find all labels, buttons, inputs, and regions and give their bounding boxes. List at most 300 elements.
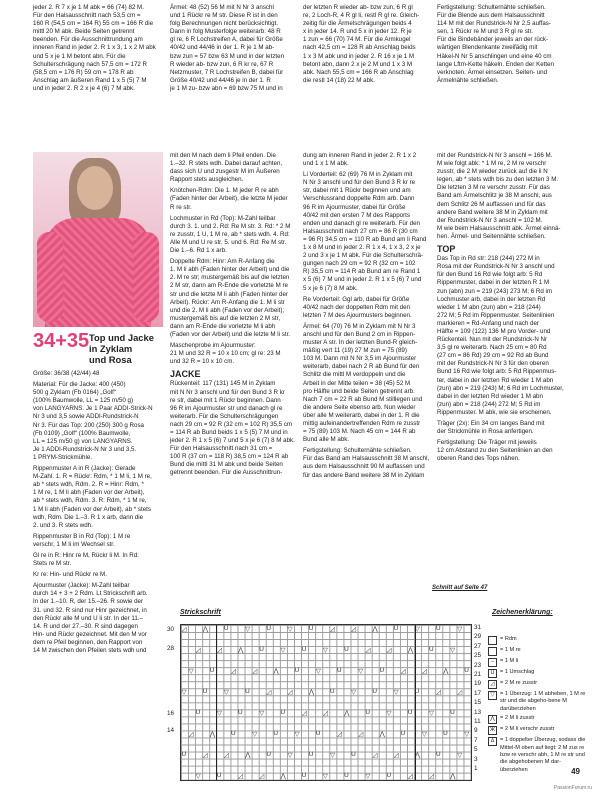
col3-lower-line: aus dem Halsausschnitt 90 M auffassen und (303, 463, 425, 471)
chart-symbol-icon: ▽ (450, 646, 456, 654)
col2-jacke-line: = 114 R ab Bund beids 1 x 5 (5) 7 M und in (170, 429, 288, 436)
row-label-right: 9 (474, 727, 478, 735)
col2-jacke-line: Für den Halsausschnitt nach 31 cm = (170, 445, 273, 453)
chart-symbol-icon: U (230, 730, 236, 738)
chart-symbol-icon: ⋀ (238, 646, 244, 654)
legend-title: Zeichenerklärung: (492, 609, 553, 616)
legend-item (488, 715, 588, 724)
top-heading: TOP (437, 244, 456, 255)
chart-symbol-icon: U (414, 687, 420, 695)
chart-symbol-icon: U (223, 624, 229, 632)
legend-text: = 2 M li verschr zusstr (500, 726, 555, 733)
col1-lower-line: 14. R und der 27.–30. R sind dagegen (33, 622, 138, 630)
row-label-right: 13 (474, 708, 482, 716)
col2-lower-line: Alle M und U re str. 5. und 6. Rd: Re M str. (170, 238, 287, 246)
col1-lower-line: Kr re: Hin- und Rückr re M. (33, 571, 107, 579)
legend-symbol-icon (488, 636, 497, 645)
pattern-reference: Schnitt auf Seite 47 (432, 585, 488, 591)
col1-top-line: Schulterschrägung nach 57,5 cm = 172 R (33, 60, 148, 68)
chart-symbol-icon: ⋀ (372, 625, 378, 633)
legend-item (488, 658, 588, 667)
chart-symbol-icon: ◿ (188, 731, 194, 739)
chart-symbol-icon: ⋀ (443, 667, 449, 675)
col4-lower-line: Band am Ärmelschlitz je 38 M anschl, aus (437, 192, 552, 200)
chart-symbol-icon: ◿ (266, 688, 272, 696)
col1-top-line: 160 R (54,5 cm = 164 R) 55 cm = 166 R die (33, 20, 154, 28)
col4-lower-line: Die letzten 3 M re verschr zusstr. Für das (437, 184, 550, 192)
col1-lower-line: wdh, Rdm. Die 1.–3. R 1 x arb, dann die (33, 513, 144, 521)
col1-top-line: beenden. Für die Ausschnittrundung am (33, 36, 143, 44)
chart-symbol-icon: ▽ (287, 625, 293, 633)
col4-lower-line: der Rundstrick-N Nr 3 anschl = 102 M. (437, 216, 543, 224)
legend-item (488, 680, 588, 689)
chart-symbol-icon: U (351, 751, 356, 759)
col4-top-section-line: Lochmuster arb, dabei in der letzten Rd (437, 295, 546, 303)
row-label-right: 1 (474, 765, 478, 772)
col4-top-section-line: markieren = Rd-Anfang und nach der (437, 319, 539, 327)
col2-jacke-line: nach 29 cm = 92 R (32 cm = 102 R) 35,5 cm (170, 420, 293, 428)
col3-lower-line: str, dabei mit 1 Rückr beginnen und am (303, 187, 411, 195)
chart-symbol-icon: ◿ (400, 667, 406, 675)
col2-top-line: folg Berechnungen nicht berücksichtigt. (170, 20, 279, 28)
legend-symbol-icon: ⋀ (488, 715, 497, 724)
jacke-heading: JACKE (170, 369, 201, 380)
chart-symbol-icon: ▽ (464, 731, 470, 739)
legend (488, 636, 588, 776)
col4-lower-line: dem Schlitz 26 M auffassen und für das (437, 200, 546, 208)
col3-lower-line: Nach 7 cm = 22 R ab Bund M stilllegen und (303, 395, 423, 403)
chart-symbol-icon: ◿ (436, 688, 441, 696)
chart-symbol-icon: ▽ (216, 709, 222, 717)
row-label-right: 19 (474, 680, 482, 688)
col1-lower-line: Je 1 ADDI-Rundstrick-N Nr 3 und 3,5. (33, 445, 137, 453)
legend-symbol-icon: – (488, 658, 497, 667)
project-number: 34+35 (33, 330, 90, 352)
col2-lower-line: Knötchen-Rdm: Die 1. M jeder R re abh (170, 187, 279, 195)
legend-symbol-icon: ∆ (488, 737, 497, 746)
chart-symbol-icon: U (259, 645, 264, 653)
col1-lower-line: von LANGYARNS. Je 1 Paar ADDI-Strick-N (33, 405, 153, 413)
col1-lower-line: Gl re in R: Hinr re M, Rückr li M. In Rd: (33, 551, 139, 559)
chart-symbol-icon: U (266, 624, 271, 632)
col4-lower-line: legen, ab * stets wdh bis zu den letzten 3 M. (437, 176, 559, 184)
chart-symbol-icon: ⋀ (308, 688, 314, 696)
col4-lower-line: andere Band weitere 38 M in Zyklam mit (437, 208, 548, 216)
col1-lower-line: Größe: 36/38 (42/44) 48 (33, 370, 100, 377)
col3-lower-line: Halsausschnitt nach 27 cm = 86 R (30 cm (303, 227, 418, 235)
col1-lower-line: In der 1.–10. R, der 15.–26. R sowie der (33, 598, 144, 606)
legend-item (488, 669, 588, 678)
chart-symbol-icon: U (372, 687, 377, 695)
chart-symbol-icon: ⋀ (407, 646, 413, 654)
row-label-right: 31 (474, 624, 482, 631)
chart-title: Strickschrift (180, 609, 221, 616)
chart-symbol-icon: ◿ (230, 667, 236, 675)
col4-top-section-line: ter, dabei in der letzten Rd wieder 1 M abn (437, 376, 554, 384)
chart-symbol-icon: ⋀ (280, 773, 286, 781)
chart-symbol-icon: ⋀ (450, 773, 456, 781)
col2-lower-line: und 32 R = 10 x 10 cm. (170, 358, 235, 366)
chart-symbol-icon: U (337, 666, 342, 674)
legend-item (488, 647, 588, 656)
col2-top-text (170, 4, 298, 93)
col4-top-section-line: oberen Rand des Tops nähen. (437, 455, 520, 463)
knitting-chart-grid (180, 624, 472, 781)
chart-symbol-icon: U (436, 751, 441, 759)
col4-top-line: Fertigstellung: Schulternähte schließen. (437, 4, 546, 11)
col1-lower-line: 1 M re, 1 M li abh (Faden vor der Arbeit), (33, 489, 145, 497)
col4-top-section-line: (zun) abn = 219 (243) M; 6 Rd im Lochmuster, (437, 384, 564, 392)
col2-lower-line: 21 M und 32 R = 10 x 10 cm; gl re: 23 M (170, 350, 281, 358)
col3-lower-line: Re Vorderteil: Ggl arb, dabei für Größe (303, 295, 410, 303)
col4-top-section-line: (27 cm = 86 Rd) 29 cm = 92 Rd ab Bund (437, 352, 549, 360)
col2-jacke-line: Rückenteil: 117 (131) 145 M in Zyklam (170, 380, 276, 388)
col3-top-line: 1 zun = 66 (70) 74 M. Für die Armkugel (303, 36, 411, 44)
chart-symbol-icon: ▽ (421, 731, 427, 739)
col3-lower-line: N Nr 3 anschl und für den Bund 3 R kr re (303, 179, 416, 187)
col1-lower-line: dem re Pfeil beginnen, den Rapport von (33, 638, 143, 646)
col1-lower-line: 1 M li abh (Faden vor der Arbeit), ab * stets (33, 505, 151, 513)
legend-symbol-icon: U (488, 669, 497, 678)
row-label-right: 7 (474, 736, 478, 744)
chart-symbol-icon: ◿ (358, 731, 364, 739)
col2-jacke-line: Bund die mittl 31 M abk und beide Seiten (170, 461, 283, 469)
col2-lower-line: dass sich U und zusgestr M im Äußeren (170, 168, 280, 176)
col4-top-section-line: Bund 16 Rd wie folgt arb: 5 Rd Rippenmus- (437, 368, 557, 376)
row-label-right: 17 (474, 689, 482, 697)
col4-top-section-line: 3,5 gl re weiterarb. Nach 25 cm = 80 Rd (437, 344, 547, 352)
col4-top-section-line: für den Bund 16 Rd wie folgt arb: 5 Rd (437, 271, 543, 279)
col3-lower-line: = 96 R) 34,5 cm = 110 R ab Bund am li Rand (303, 235, 427, 243)
legend-symbol-icon: Ж (488, 726, 497, 735)
col1-lower-line: den Rückr alle M und U li str. In der 11.– (33, 614, 143, 622)
col4-lower-text (437, 152, 572, 463)
col1-lower-line: Ajourmuster (Jacke): M-Zahl teilbar (33, 582, 130, 590)
col1-top-line: und in jeder 2. R 2 x je 4 (6) 7 M abk. (33, 84, 135, 92)
col2-jacke-line: getrennt beenden. Für die Ausschnittrun- (170, 469, 283, 477)
col2-top-line: Größe 40/42 und 44/46 je in der 1. R (170, 76, 271, 84)
col3-lower-line: anschl und für den Bund 2 cm in Rippen- (303, 330, 416, 338)
col2-lower-line: Die 1.–6. Rd 1 x arb. (170, 247, 227, 255)
chart-symbol-icon: ◿ (457, 688, 463, 696)
col3-lower-line: Li Vorderteil: 62 (69) 76 M in Zyklam mit (303, 171, 413, 179)
chart-symbol-icon: ▽ (280, 646, 286, 654)
chart-symbol-icon: ◿ (407, 773, 413, 781)
chart-symbol-icon: ⋀ (414, 752, 421, 760)
col2-lower-line: str und die letzte M li abh (Faden hinter der (170, 290, 288, 298)
chart-symbol-icon: ◿ (421, 667, 427, 675)
col4-top-section-line: 12 cm Abstand zu den Seitenlinien an den (437, 447, 553, 455)
chart-symbol-icon: U (344, 645, 349, 653)
col4-top-line: Für die Blende aus dem Halsausschnitt (437, 12, 545, 20)
col1-lower-line: ab * stets wdh, Rdm. 2. R = Hinr: Rdm, * (33, 481, 144, 489)
chart-symbol-icon: ▽ (195, 773, 201, 781)
col3-top-line: die restl 14 (18) 22 M abk. (303, 76, 375, 84)
col3-lower-text (303, 152, 433, 480)
chart-symbol-icon: ◿ (202, 752, 208, 760)
col4-top-section-line: Rippenmuster, dabei in der letzten R 1 M (437, 279, 550, 287)
chart-symbol-icon: ◿ (322, 709, 328, 717)
col2-top-line: gl re, 6 R Lochstreifen A, dabei für Größe (170, 36, 283, 44)
chart-symbol-icon: ⋀ (379, 731, 385, 739)
col4-top-section-line: wieder 1 M abn (zun) abn = 218 (244) (437, 303, 541, 311)
col4-lower-line: hen. Ärmel- und Seitennähte schließen. (437, 232, 546, 240)
col4-top-section-line: Fertigstellung: Die Träger mit jeweils (437, 439, 537, 447)
chart-symbol-icon: ▽ (414, 625, 420, 633)
page-number: 49 (571, 767, 580, 776)
chart-symbol-icon: ◿ (223, 752, 229, 760)
row-label-right: 25 (474, 652, 482, 660)
legend-item (488, 636, 588, 645)
chart-symbol-icon: ▽ (223, 688, 229, 696)
col1-lower-line: 1 PRYM-Strickmühle. (33, 453, 93, 461)
chart-symbol-icon: ▽ (322, 646, 328, 654)
col3-lower-line: 2 und 3 x je 1 M abk. Für die Schulterschrä- (303, 252, 424, 260)
col1-lower-line: LL = 125 m/50 g) von LANGYARNS. (33, 437, 133, 445)
col2-jacke-line: jeder 2. R 1 x 5 (6) 7 und 5 x je 6 (7) 8 M abk. (170, 437, 295, 445)
col4-top-section-line: Das Top in Rd str: 218 (244) 272 M in (437, 255, 540, 263)
col2-lower-line: dann am R-Ende die vorletzte M li abh (170, 322, 276, 330)
col3-top-line: 1 x 3 M abk und in jeder 2. R 16 x je 1 M (303, 52, 415, 60)
col4-top-section-line: Rippenmuster. M abk, wie sie erscheinen. (437, 408, 552, 416)
col2-lower-line: Lochmuster in Rd (Top): M-Zahl teilbar (170, 214, 276, 222)
col4-top-section-line: zun (abn) zun = 219 (243) 273 M; 6 Rd im (437, 287, 553, 295)
col4-top-line: sen, 1 Rückr re M und 3 R gl re str. (437, 28, 533, 36)
chart-symbol-icon: ▽ (188, 667, 194, 675)
chart-symbol-icon: U (216, 772, 222, 780)
chart-symbol-icon: ▽ (315, 667, 321, 675)
col4-top-section-line: 272 M; 5 Rd im Rippenmuster. Seitenlinien (437, 311, 555, 319)
col1-top-line: mittl 20 M abk. Beide Seiten getrennt (33, 28, 135, 36)
row-label-left: 16 (167, 710, 175, 717)
chart-symbol-icon: U (329, 687, 335, 695)
right-sleeve-shape (133, 232, 159, 322)
chart-symbol-icon: U (301, 772, 307, 780)
chart-symbol-icon: ◿ (365, 646, 371, 654)
col3-lower-line: Für das Band am Halsausschnitt 38 M anschl, (303, 455, 430, 463)
legend-text: = 1 M li (500, 658, 519, 664)
col3-lower-line: 1 x 8 M und in jeder 2. R 1 x 4, 1 x 3, 2 x je (303, 244, 421, 252)
col4-top-line: wärtigen Blendenkante zweifädig mit (437, 44, 538, 52)
chart-symbol-icon: ▽ (457, 752, 463, 760)
col3-lower-line: 5 x je 6 (7) 8 M abk. (303, 284, 358, 292)
col2-top-line: 40/42 und 44/46 in der 1. R je 1 M ab- (170, 44, 275, 52)
col3-lower-line: enden und danach gl re weiterarb. Für den (303, 219, 420, 227)
col1-lower-line: Rippenmuster B in Rd (Top): 1 M re (33, 532, 131, 540)
col1-top-line: inneren Rand in jeder 2. R 1 x 3, 1 x 2 M abk (33, 44, 156, 52)
col3-lower-line: R) 35,5 cm = 114 R ab Bund am re Rand 1 (303, 268, 421, 276)
col1-top-line: Anschlag am äußeren Rand 1 x 5 (5) 7 M (33, 76, 147, 84)
row-label-left: 14 (167, 727, 175, 734)
col2-lower-line: durch 3. 1. und 2. Rd: Re M str. 3. Rd: * 2 M (170, 222, 291, 230)
col3-lower-line: 103 M. Dann mit N Nr 3,5 im Ajourmuster (303, 355, 417, 363)
chart-symbol-icon: U (379, 666, 385, 674)
col2-lower-line: 1. M li abh (Faden hinter der Arbeit) und die (170, 266, 290, 274)
legend-item (488, 691, 588, 713)
col2-jacke-line: weiterarb. Für die Schulterschrägungen (170, 412, 279, 420)
col3-lower-line: Schlitz die mittl M verdoppeln und die (303, 371, 406, 379)
legend-symbol-icon: ▽ (488, 691, 497, 700)
col3-lower-line: Verschlussrand doppelte Rdm arb. Dann (303, 195, 415, 203)
chart-symbol-icon: ◿ (287, 688, 293, 696)
col1-lower-line: Nr 3. Für das Top: 200 (250) 300 g Rosa (33, 421, 144, 429)
col1-top-text (33, 4, 165, 93)
col2-lower-text (170, 152, 300, 478)
chart-symbol-icon: ⋀ (273, 667, 279, 675)
col4-top-section-line: (zun) abn = 218 (244) 272 M; 5 Rd im (437, 400, 541, 408)
col3-lower-line: dung am inneren Rand in jeder 2. R 1 x 2 (303, 152, 417, 159)
col2-jacke-line: 96 R im Ajourmuster str und danach gl re (170, 404, 283, 412)
chart-symbol-icon: U (443, 730, 448, 738)
col4-top-line: lange Lftm-Kette häkeln. Enden der Ketten (437, 60, 554, 68)
col3-top-line: x in jeder 14. R und 5 x in jeder 12. R je (303, 28, 412, 36)
chart-symbol-icon: U (315, 730, 321, 738)
col1-lower-line: 500 g Zyklam (Fb 0164) „Golf“ (33, 389, 116, 397)
chart-symbol-icon: ⋀ (245, 752, 251, 760)
col1-top-line: jeder 2. R 7 x je 1 M abk = 66 (74) 82 M. (33, 4, 144, 11)
col3-top-line: nach 42,5 cm = 128 R ab Anschlag beids (303, 44, 416, 52)
chart-symbol-icon: ◿ (238, 773, 243, 781)
legend-text: = 1 doppelter Überzug, sodass die Mittel-M oben auf liegt: 2 M zus re bzw re verschr abh, 1 M re str und die abgehobenen M dar-überziehen (500, 737, 586, 773)
col3-top-text (303, 4, 431, 85)
chart-symbol-icon: ▽ (252, 731, 258, 739)
col1-lower-line: verschr, 1 M li im Wechsel str. (33, 540, 115, 548)
chart-symbol-icon: ▽ (322, 773, 328, 781)
legend-text: = 1 Überzug: 1 M abheben, 1 M re str und die abgeho-bene M darüberziehen (500, 691, 586, 712)
chart-symbol-icon: ▽ (358, 667, 364, 675)
col2-top-line: Netzmuster, 7 R Lochstreifen B, dabei für (170, 68, 284, 76)
col4-top-line: Häkel-N Nr 5 anschlingen und eine 40 cm (437, 52, 552, 60)
col2-top-line: R wieder ab- bzw zun, 6 R kr re, 67 R (170, 60, 274, 68)
col2-lower-line: (Faden hinter der Arbeit), die letzte M jeder (170, 195, 288, 203)
chart-symbol-icon: ▽ (181, 688, 187, 696)
col1-top-line: und 5 x je 1 M betont abn. Für die (33, 52, 126, 60)
col1-lower-text (33, 370, 168, 655)
chart-symbol-icon: U (344, 772, 349, 780)
chart-symbol-icon: ▽ (329, 752, 335, 760)
col3-lower-line: = 75 (89) 103 M. Nach 45 cm = 144 R ab (303, 428, 416, 436)
col2-lower-line: R re str. (170, 203, 192, 211)
legend-text: = Rdm (500, 636, 517, 642)
chart-symbol-icon: U (301, 645, 307, 653)
chart-symbol-icon: ◿ (195, 646, 201, 654)
row-label-right: 5 (474, 746, 478, 754)
chart-symbol-icon: U (450, 708, 455, 716)
col3-lower-line: x 5 (6) 7 M und in jeder 2. R 1 x 5 (6) 7 und (303, 276, 422, 284)
col1-lower-line: durch 14 + 3 + 2 Rdm. Lt Strickschrift arb. (33, 590, 148, 598)
col3-lower-line: 40/42 mit den ersten 7 M des Rapports (303, 211, 410, 219)
col1-lower-line: Nr 3 und 3,5 sowie ADDI-Rundstrick-N (33, 413, 139, 421)
col4-top-line: verknoten. Ärmel einsetzen. Seiten- und (437, 68, 548, 76)
col2-lower-line: 2 M str, dann am R-Ende die vorletzte M re (170, 282, 288, 290)
col3-lower-line: Fertigstellung: Schulternähte schließen. (303, 447, 412, 455)
col3-lower-line: pro Hälfte und beide Seiten getrennt arb. (303, 387, 415, 395)
chart-symbol-icon: ◿ (181, 625, 187, 633)
col3-lower-line: Bund alle M abk. (303, 436, 350, 444)
col2-lower-line: Rapport stets ausgleichen. (170, 176, 244, 184)
col3-lower-line: mittig aufeinandertreffenden Rdm re zusstr (303, 420, 421, 427)
chart-symbol-icon: ◿ (428, 773, 434, 781)
chart-symbol-icon: ◿ (329, 625, 335, 633)
chart-symbol-icon: ▽ (393, 688, 399, 696)
chart-symbol-icon: ◿ (386, 646, 392, 654)
col1-lower-line: M-Zahl. 1. R = Rückr: Rdm, * 1 M li, 1 M re, (33, 473, 152, 481)
col1-lower-line: ab * stets wdh, Rdm. 3. R: Rdm, * 1 M re, (33, 497, 147, 505)
legend-item (488, 726, 588, 735)
col4-top-line: Für die Bindebänder jeweils an der rück- (437, 36, 549, 44)
col3-lower-line: und 1 x 1 M abk. (303, 160, 349, 168)
col3-top-line: zeitig für die Ärmelschrägungen beids 4 (303, 20, 412, 28)
col2-lower-line: re zusstr, 1 U, 1 M re, ab * stets wdh. 4. Rd: (170, 230, 290, 238)
col2-jacke-line: 100 R (37 cm = 118 R) 38,5 cm = 124 R ab (170, 453, 289, 461)
col2-lower-line: Doppelte Rdm: Hinr: Am R-Anfang die (170, 258, 275, 266)
col1-lower-line: Stets re M str. (33, 560, 72, 568)
col2-lower-line: Maschenprobe im Ajourmuster: (170, 342, 256, 350)
chart-symbol-icon: ◿ (372, 752, 378, 760)
col3-lower-line: Arbeit in der Mitte teilen = 38 (45) 52 M (303, 379, 411, 387)
col4-top-line: Ärmelnähte schließen. (437, 76, 499, 84)
col2-lower-line: Arbeit). Rückr: Am R-Anfang die 1. M li str (170, 298, 285, 306)
col4-top-section-line: mit der Rundstrick-N Nr 3 für den oberen (437, 360, 549, 368)
legend-text: = 1 Umschlag (500, 669, 535, 675)
col3-lower-line: 40/42 nach der doppelten Rdm mit den (303, 303, 410, 311)
col1-top-line: Für den Halsausschnitt nach 53,5 cm = (33, 12, 141, 20)
row-label-left: 28 (167, 645, 175, 652)
chart-symbol-icon: ◿ (216, 646, 222, 654)
chart-symbol-icon: U (428, 645, 434, 653)
chart-symbol-icon: U (294, 666, 300, 674)
chart-symbol-icon: ▽ (365, 773, 371, 781)
col1-lower-line: (Fb 0109) „Golf“ (100% Baumwolle, (33, 429, 131, 437)
chart-symbol-icon: ▽ (428, 709, 434, 717)
col3-lower-line: für das andere Band weitere 38 M in Zyklam (303, 471, 425, 479)
col3-lower-line: über alle M weiterarb, dabei in der 1. R die (303, 411, 420, 419)
col4-top-line: 114 M mit der Rundstrick-N Nr 2,5 auffas- (437, 20, 551, 28)
col1-lower-line: Hin- und Rückr gezeichnet. Mit den M vor (33, 630, 147, 638)
chart-symbol-icon: ◿ (351, 625, 357, 633)
chart-symbol-icon: U (400, 730, 406, 738)
col3-top-line: der letzten R wieder ab- bzw zun, 6 R gl (303, 4, 413, 11)
col4-top-section-line: Träger (2x): Ein 34 cm langes Band mit (437, 420, 545, 427)
chart-symbol-icon: ◿ (393, 752, 399, 760)
col3-lower-line: 96 R im Ajourmuster, dabei für Größe (303, 203, 406, 211)
col3-lower-line: mäßig vert 11 (19) 27 M zun = 75 (89) (303, 347, 407, 355)
col1-top-line: (58,5 cm = 176 R) 59 cm = 178 R ab (33, 68, 134, 76)
col3-top-line: betont abn, dann 2 x je 2 M und 1 x 3 M (303, 60, 413, 68)
col2-lower-line: 1.–32. R stets wdh. Dabei darauf achten, (170, 160, 283, 168)
model-photo (33, 152, 163, 327)
col2-lower-line: und die 2. M li abh (Faden vor der Arbeit); (170, 306, 285, 314)
chart-symbol-icon: ▽ (245, 625, 251, 633)
col4-top-section-line: der Strickmühle in Rosa anfertigen. (437, 428, 534, 436)
chart-symbol-icon: U (365, 708, 370, 716)
legend-text: = 2 M li zusstr (500, 715, 535, 722)
chart-symbol-icon: ▽ (351, 688, 357, 696)
chart-symbol-icon: ▽ (457, 625, 463, 633)
chart-symbol-icon: ◿ (337, 731, 342, 739)
chart-symbol-icon: ▽ (386, 709, 392, 717)
col3-top-line: re, 2 Loch-R, 4 R gl li, restl R gl re. Gleich- (303, 12, 420, 20)
col2-jacke-line: mit N Nr 3 anschl und für den Bund 3 R kr (170, 388, 285, 396)
col3-lower-line: Ärmel: 64 (70) 76 M in Zyklam mit N Nr 3 (303, 322, 416, 330)
col4-top-section-line: Hälfte = 109 (122) 136 M pro Vorder- und (437, 327, 551, 335)
chart-symbol-icon: U (273, 730, 279, 738)
chart-symbol-icon: U (266, 751, 271, 759)
col2-lower-line: mit den M nach dem li Pfeil enden. Die (170, 152, 276, 159)
col1-lower-line: Material: Für die Jacke: 400 (450) (33, 381, 126, 389)
col2-lower-line: mustergemäß bis auf die letzten 2 M str, (170, 314, 281, 322)
col2-top-line: bzw zun = 57 bzw 63 M und in der letzten (170, 52, 285, 60)
